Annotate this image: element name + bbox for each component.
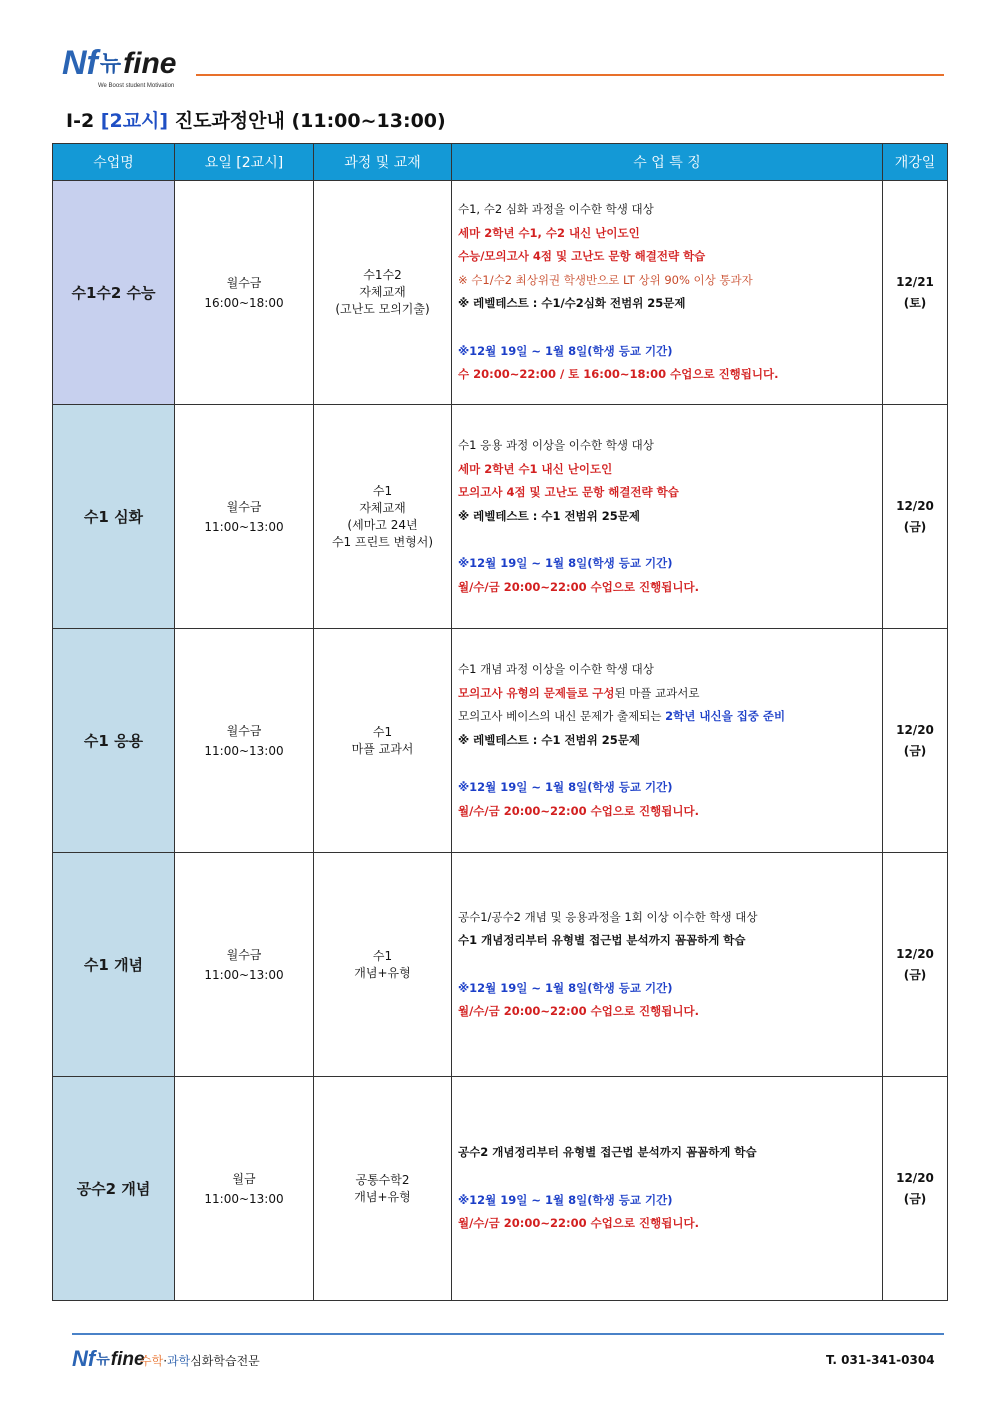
table-header-row	[53, 144, 948, 181]
schedule-cell	[175, 405, 314, 629]
course-book-line: 자체교재	[359, 500, 406, 515]
schedule-line: 월수금	[226, 499, 262, 514]
feature-line	[458, 776, 882, 800]
open-date-line: 12/20	[896, 946, 934, 961]
schedule-line: 월수금	[226, 275, 262, 290]
feature-text: 수능/모의고사 4점 및 고난도 문항 해결전략 학습	[458, 249, 706, 264]
page-title	[66, 106, 446, 133]
schedule-line: 11:00~13:00	[204, 1191, 284, 1206]
title-highlight: [2교시]	[100, 110, 169, 132]
schedule-line: 11:00~13:00	[204, 967, 284, 982]
class-name-cell: 수1 심화	[53, 405, 175, 629]
course-book-line: 자체교재	[359, 285, 406, 299]
logo	[62, 46, 177, 80]
features-cell	[452, 181, 883, 405]
feature-line	[458, 929, 882, 953]
open-date-line: (금)	[903, 519, 927, 534]
open-date-line: 12/20	[896, 498, 934, 513]
features-spacer	[458, 953, 882, 977]
footer-logo-english: fine	[110, 1349, 145, 1370]
schedule-line: 월금	[232, 1171, 256, 1186]
features-spacer	[458, 1165, 882, 1189]
feature-text: ※ 레벨테스트 : 수1/수2심화 전범위 25문제	[458, 296, 686, 311]
feature-line	[458, 198, 882, 222]
feature-text: 모의고사 4점 및 고난도 문항 해결전략 학습	[458, 485, 679, 499]
header-days: 요일 [2교시]	[175, 144, 314, 181]
feature-text: 세마 2학년 수1, 수2 내신 난이도인	[458, 225, 640, 240]
course-book-line: 개념+유형	[354, 965, 411, 980]
course-table	[52, 143, 948, 1301]
feature-line	[458, 1189, 882, 1213]
course-book-line: 수1	[372, 948, 393, 963]
open-date-line: (토)	[903, 295, 927, 310]
open-date-line: 12/20	[896, 722, 934, 737]
footer-divider	[72, 1333, 944, 1335]
feature-line	[458, 906, 882, 930]
features-cell	[452, 629, 883, 853]
features-spacer	[458, 528, 882, 552]
feature-line	[458, 340, 882, 364]
schedule-line: 16:00~18:00	[204, 295, 284, 310]
footer-phone: T. 031-341-0304	[826, 1353, 935, 1367]
logo-mark: Nf	[62, 44, 98, 82]
features-cell	[452, 1077, 883, 1301]
feature-line	[458, 481, 882, 505]
open-date-cell	[883, 405, 948, 629]
feature-text: 월/수/금 20:00~22:00 수업으로 진행됩니다.	[458, 1216, 699, 1231]
feature-line	[458, 292, 882, 316]
course-book-cell	[314, 1077, 452, 1301]
feature-text: 된 마플 교과서로	[614, 685, 700, 700]
logo-tagline: We Boost student Motivation	[98, 83, 175, 89]
class-name-cell: 수1 응용	[53, 629, 175, 853]
feature-text: ※ 레벨테스트 : 수1 전범위 25문제	[458, 508, 640, 523]
logo-korean: 뉴	[99, 52, 122, 77]
feature-line	[458, 363, 882, 387]
feature-line	[458, 705, 882, 729]
open-date-line: 12/21	[896, 274, 934, 289]
open-date-cell	[883, 629, 948, 853]
slogan-part: 심화학습전문	[190, 1354, 260, 1368]
open-date-cell	[883, 181, 948, 405]
feature-text: 세마 2학년 수1 내신 난이도인	[458, 461, 613, 476]
course-book-cell	[314, 405, 452, 629]
title-text: 진도과정안내 (11:00~13:00)	[168, 110, 446, 132]
feature-text: 공수2 개념정리부터 유형별 접근법 분석까지 꼼꼼하게 학습	[458, 1145, 757, 1160]
schedule-cell	[175, 853, 314, 1077]
schedule-line: 월수금	[226, 723, 262, 738]
feature-line	[458, 505, 882, 529]
feature-line	[458, 729, 882, 753]
header-course-book: 과정 및 교재	[314, 144, 452, 181]
table-row	[53, 853, 948, 1077]
table-body	[53, 181, 948, 1301]
features-spacer	[458, 752, 882, 776]
open-date-cell	[883, 1077, 948, 1301]
feature-line	[458, 977, 882, 1001]
course-book-line: 수1	[372, 724, 393, 739]
feature-line	[458, 269, 882, 293]
table-row	[53, 405, 948, 629]
header-features: 수 업 특 징	[452, 144, 883, 181]
feature-line	[458, 576, 882, 600]
feature-text: ※12월 19일 ~ 1월 8일(학생 등교 기간)	[458, 1192, 673, 1207]
schedule-line: 월수금	[226, 947, 262, 962]
course-book-cell	[314, 853, 452, 1077]
table-row	[53, 181, 948, 405]
schedule-line: 11:00~13:00	[204, 743, 284, 758]
feature-text: 수 20:00~22:00 / 토 16:00~18:00 수업으로 진행됩니다.	[458, 367, 779, 382]
course-book-line: 수1 프린트 변형서)	[331, 534, 434, 549]
feature-line	[458, 434, 882, 458]
class-name-cell: 수1 개념	[53, 853, 175, 1077]
header-open-date: 개강일	[883, 144, 948, 181]
feature-line	[458, 682, 882, 706]
table-row	[53, 1077, 948, 1301]
title-prefix: Ⅰ-2	[66, 110, 101, 132]
feature-text: 모의고사 베이스의 내신 문제가 출제되는	[458, 709, 666, 723]
feature-line	[458, 1000, 882, 1024]
feature-line	[458, 552, 882, 576]
header-class-name: 수업명	[53, 144, 175, 181]
course-book-line: 공통수학2	[355, 1172, 410, 1187]
course-book-line: 수1수2	[363, 268, 402, 282]
feature-text: 수1 개념정리부터 유형별 접근법 분석까지 꼼꼼하게 학습	[458, 933, 746, 947]
feature-text: 공수1/공수2 개념 및 응용과정을 1회 이상 이수한 학생 대상	[458, 909, 758, 924]
features-spacer	[458, 316, 882, 340]
open-date-cell	[883, 853, 948, 1077]
course-book-cell	[314, 629, 452, 853]
class-name-cell: 수1수2 수능	[53, 181, 175, 405]
schedule-cell	[175, 181, 314, 405]
feature-line	[458, 245, 882, 269]
feature-line	[458, 458, 882, 482]
feature-text: 수1, 수2 심화 과정을 이수한 학생 대상	[458, 202, 654, 217]
feature-line	[458, 658, 882, 682]
schedule-cell	[175, 629, 314, 853]
feature-text: ※12월 19일 ~ 1월 8일(학생 등교 기간)	[458, 780, 673, 794]
course-book-line: (세마고 24년	[347, 517, 418, 532]
course-book-cell	[314, 181, 452, 405]
features-cell	[452, 853, 883, 1077]
schedule-cell	[175, 1077, 314, 1301]
open-date-line: (금)	[903, 967, 927, 982]
open-date-line: (금)	[903, 1191, 927, 1206]
class-name-cell: 공수2 개념	[53, 1077, 175, 1301]
footer-logo	[72, 1348, 145, 1370]
slogan-part: ·	[163, 1354, 168, 1368]
feature-text: 월/수/금 20:00~22:00 수업으로 진행됩니다.	[458, 1004, 699, 1018]
feature-text: 모의고사 유형의 문제들로 구성	[458, 685, 615, 700]
feature-text: ※12월 19일 ~ 1월 8일(학생 등교 기간)	[458, 556, 673, 570]
feature-text: 월/수/금 20:00~22:00 수업으로 진행됩니다.	[458, 579, 699, 594]
features-cell	[452, 405, 883, 629]
table-row	[53, 629, 948, 853]
open-date-line: (금)	[903, 743, 927, 758]
course-book-line: 개념+유형	[354, 1189, 411, 1204]
logo-english: fine	[123, 47, 177, 80]
feature-text: ※ 수1/수2 최상위권 학생반으로 LT 상위 90% 이상 통과자	[458, 272, 753, 287]
footer-slogan	[140, 1352, 260, 1369]
schedule-line: 11:00~13:00	[204, 519, 284, 534]
slogan-part: 과학	[167, 1354, 191, 1368]
feature-line	[458, 1212, 882, 1236]
open-date-line: 12/20	[896, 1170, 934, 1185]
feature-line	[458, 222, 882, 246]
footer-logo-korean: 뉴	[96, 1352, 110, 1368]
feature-line	[458, 1141, 882, 1165]
feature-text: 2학년 내신을 집중 준비	[665, 709, 786, 723]
feature-text: 월/수/금 20:00~22:00 수업으로 진행됩니다.	[458, 803, 699, 818]
footer-logo-mark: Nf	[72, 1346, 96, 1371]
course-book-line: 수1	[372, 483, 393, 498]
slogan-part: 수학	[140, 1354, 164, 1368]
feature-text: 수1 개념 과정 이상을 이수한 학생 대상	[458, 662, 654, 676]
feature-text: ※12월 19일 ~ 1월 8일(학생 등교 기간)	[458, 980, 673, 995]
header-divider	[196, 74, 944, 76]
feature-text: ※ 레벨테스트 : 수1 전범위 25문제	[458, 732, 640, 747]
feature-text: 수1 응용 과정 이상을 이수한 학생 대상	[458, 438, 654, 452]
feature-text: ※12월 19일 ~ 1월 8일(학생 등교 기간)	[458, 343, 673, 358]
course-book-line: 마플 교과서	[351, 741, 414, 756]
feature-line	[458, 800, 882, 824]
course-book-line: (고난도 모의기출)	[335, 302, 430, 316]
